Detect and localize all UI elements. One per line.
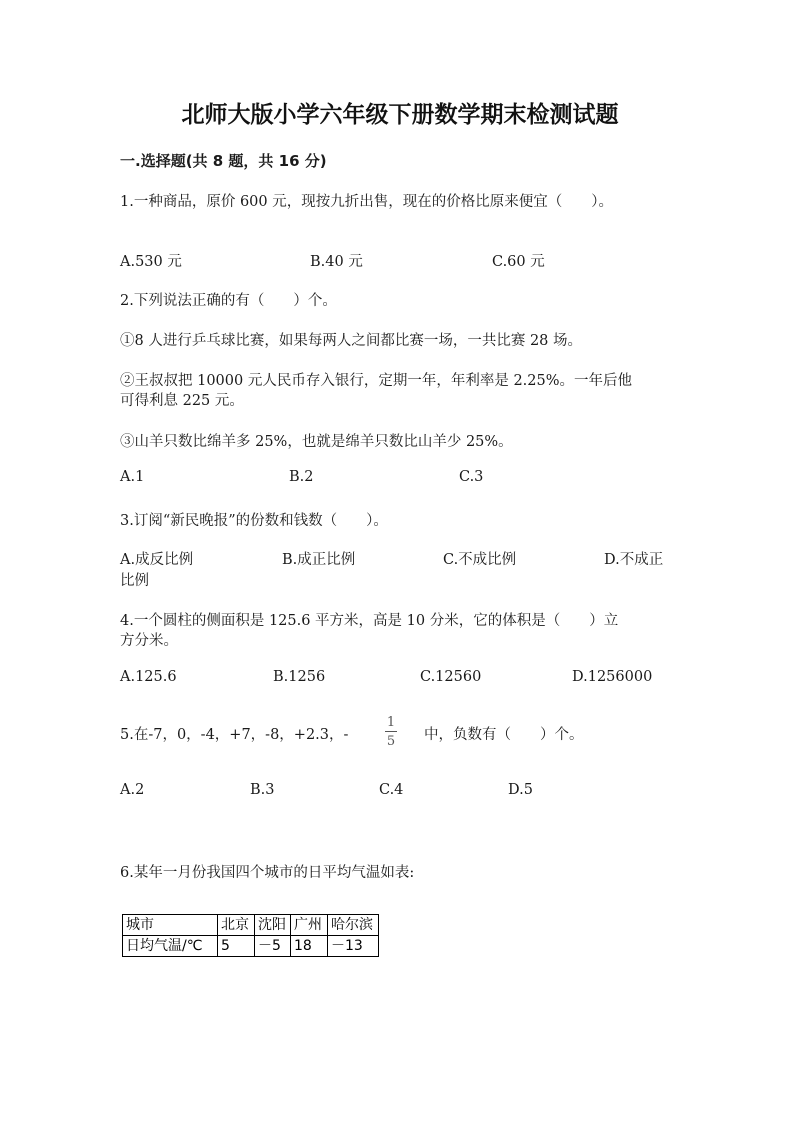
- table-cell: 北京: [218, 915, 255, 936]
- question-1-option-b: B.40 元: [310, 254, 363, 270]
- question-5-fraction: [385, 716, 397, 748]
- question-3-option-a: A.成反比例: [120, 552, 194, 568]
- table-cell: 日均气温/℃: [123, 936, 218, 957]
- question-5-option-d: D.5: [508, 782, 533, 798]
- table-row: [123, 915, 379, 936]
- temperature-table: [122, 914, 379, 957]
- table-cell: －13: [328, 936, 379, 957]
- question-5-suffix: 中，负数有（ ）个。: [424, 727, 584, 743]
- question-3-option-c: C.不成比例: [443, 552, 517, 568]
- table-cell: 18: [291, 936, 328, 957]
- table-row: [123, 936, 379, 957]
- question-4-option-c: C.12560: [420, 669, 482, 685]
- table-cell: 广州: [291, 915, 328, 936]
- question-1-text: 1.一种商品，原价 600 元，现按九折出售，现在的价格比原来便宜（ ）。: [120, 194, 613, 210]
- question-2-statement-1: ①8 人进行乒乓球比赛，如果每两人之间都比赛一场，一共比赛 28 场。: [120, 333, 583, 349]
- table-cell: －5: [255, 936, 291, 957]
- question-2-option-a: A.1: [120, 469, 145, 485]
- page-title: 北师大版小学六年级下册数学期末检测试题: [181, 102, 619, 128]
- question-2-statement-3: ③山羊只数比绵羊多 25%，也就是绵羊只数比山羊少 25%。: [120, 434, 513, 450]
- question-4-line-1: 4.一个圆柱的侧面积是 125.6 平方米，高是 10 分米，它的体积是（ ）立: [120, 613, 619, 629]
- question-4-option-d: D.1256000: [572, 669, 653, 685]
- question-2-option-b: B.2: [289, 469, 314, 485]
- question-3-option-d: D.不成正: [604, 552, 664, 568]
- question-2-text: 2.下列说法正确的有（ ）个。: [120, 293, 337, 309]
- section-heading: 一.选择题(共 8 题，共 16 分): [120, 152, 327, 170]
- table-cell: 沈阳: [255, 915, 291, 936]
- question-1-option-a: A.530 元: [120, 254, 182, 270]
- question-2-statement-2-line-2: 可得利息 225 元。: [120, 393, 244, 409]
- table-cell: 城市: [123, 915, 218, 936]
- question-2-option-c: C.3: [459, 469, 484, 485]
- question-6-text: 6.某年一月份我国四个城市的日平均气温如表:: [120, 865, 415, 881]
- fraction-numerator: 1: [386, 715, 396, 730]
- fraction-denominator: 5: [386, 734, 396, 749]
- table-cell: 5: [218, 936, 255, 957]
- question-4-option-b: B.1256: [273, 669, 326, 685]
- question-3-text: 3.订阅“新民晚报”的份数和钱数（ ）。: [120, 513, 388, 529]
- question-4-option-a: A.125.6: [120, 669, 177, 685]
- question-5-option-b: B.3: [250, 782, 275, 798]
- question-5-prefix: 5.在-7，0，-4，+7，-8，+2.3，-: [120, 727, 349, 743]
- question-4-line-2: 方分米。: [120, 633, 178, 649]
- table-cell: 哈尔滨: [328, 915, 379, 936]
- question-5-option-a: A.2: [120, 782, 145, 798]
- question-5-option-c: C.4: [379, 782, 404, 798]
- question-3-option-d-continued: 比例: [120, 573, 149, 589]
- question-2-statement-2-line-1: ②王叔叔把 10000 元人民币存入银行，定期一年，年利率是 2.25%。一年后他: [120, 373, 633, 389]
- question-3-option-b: B.成正比例: [282, 552, 356, 568]
- question-1-option-c: C.60 元: [492, 254, 545, 270]
